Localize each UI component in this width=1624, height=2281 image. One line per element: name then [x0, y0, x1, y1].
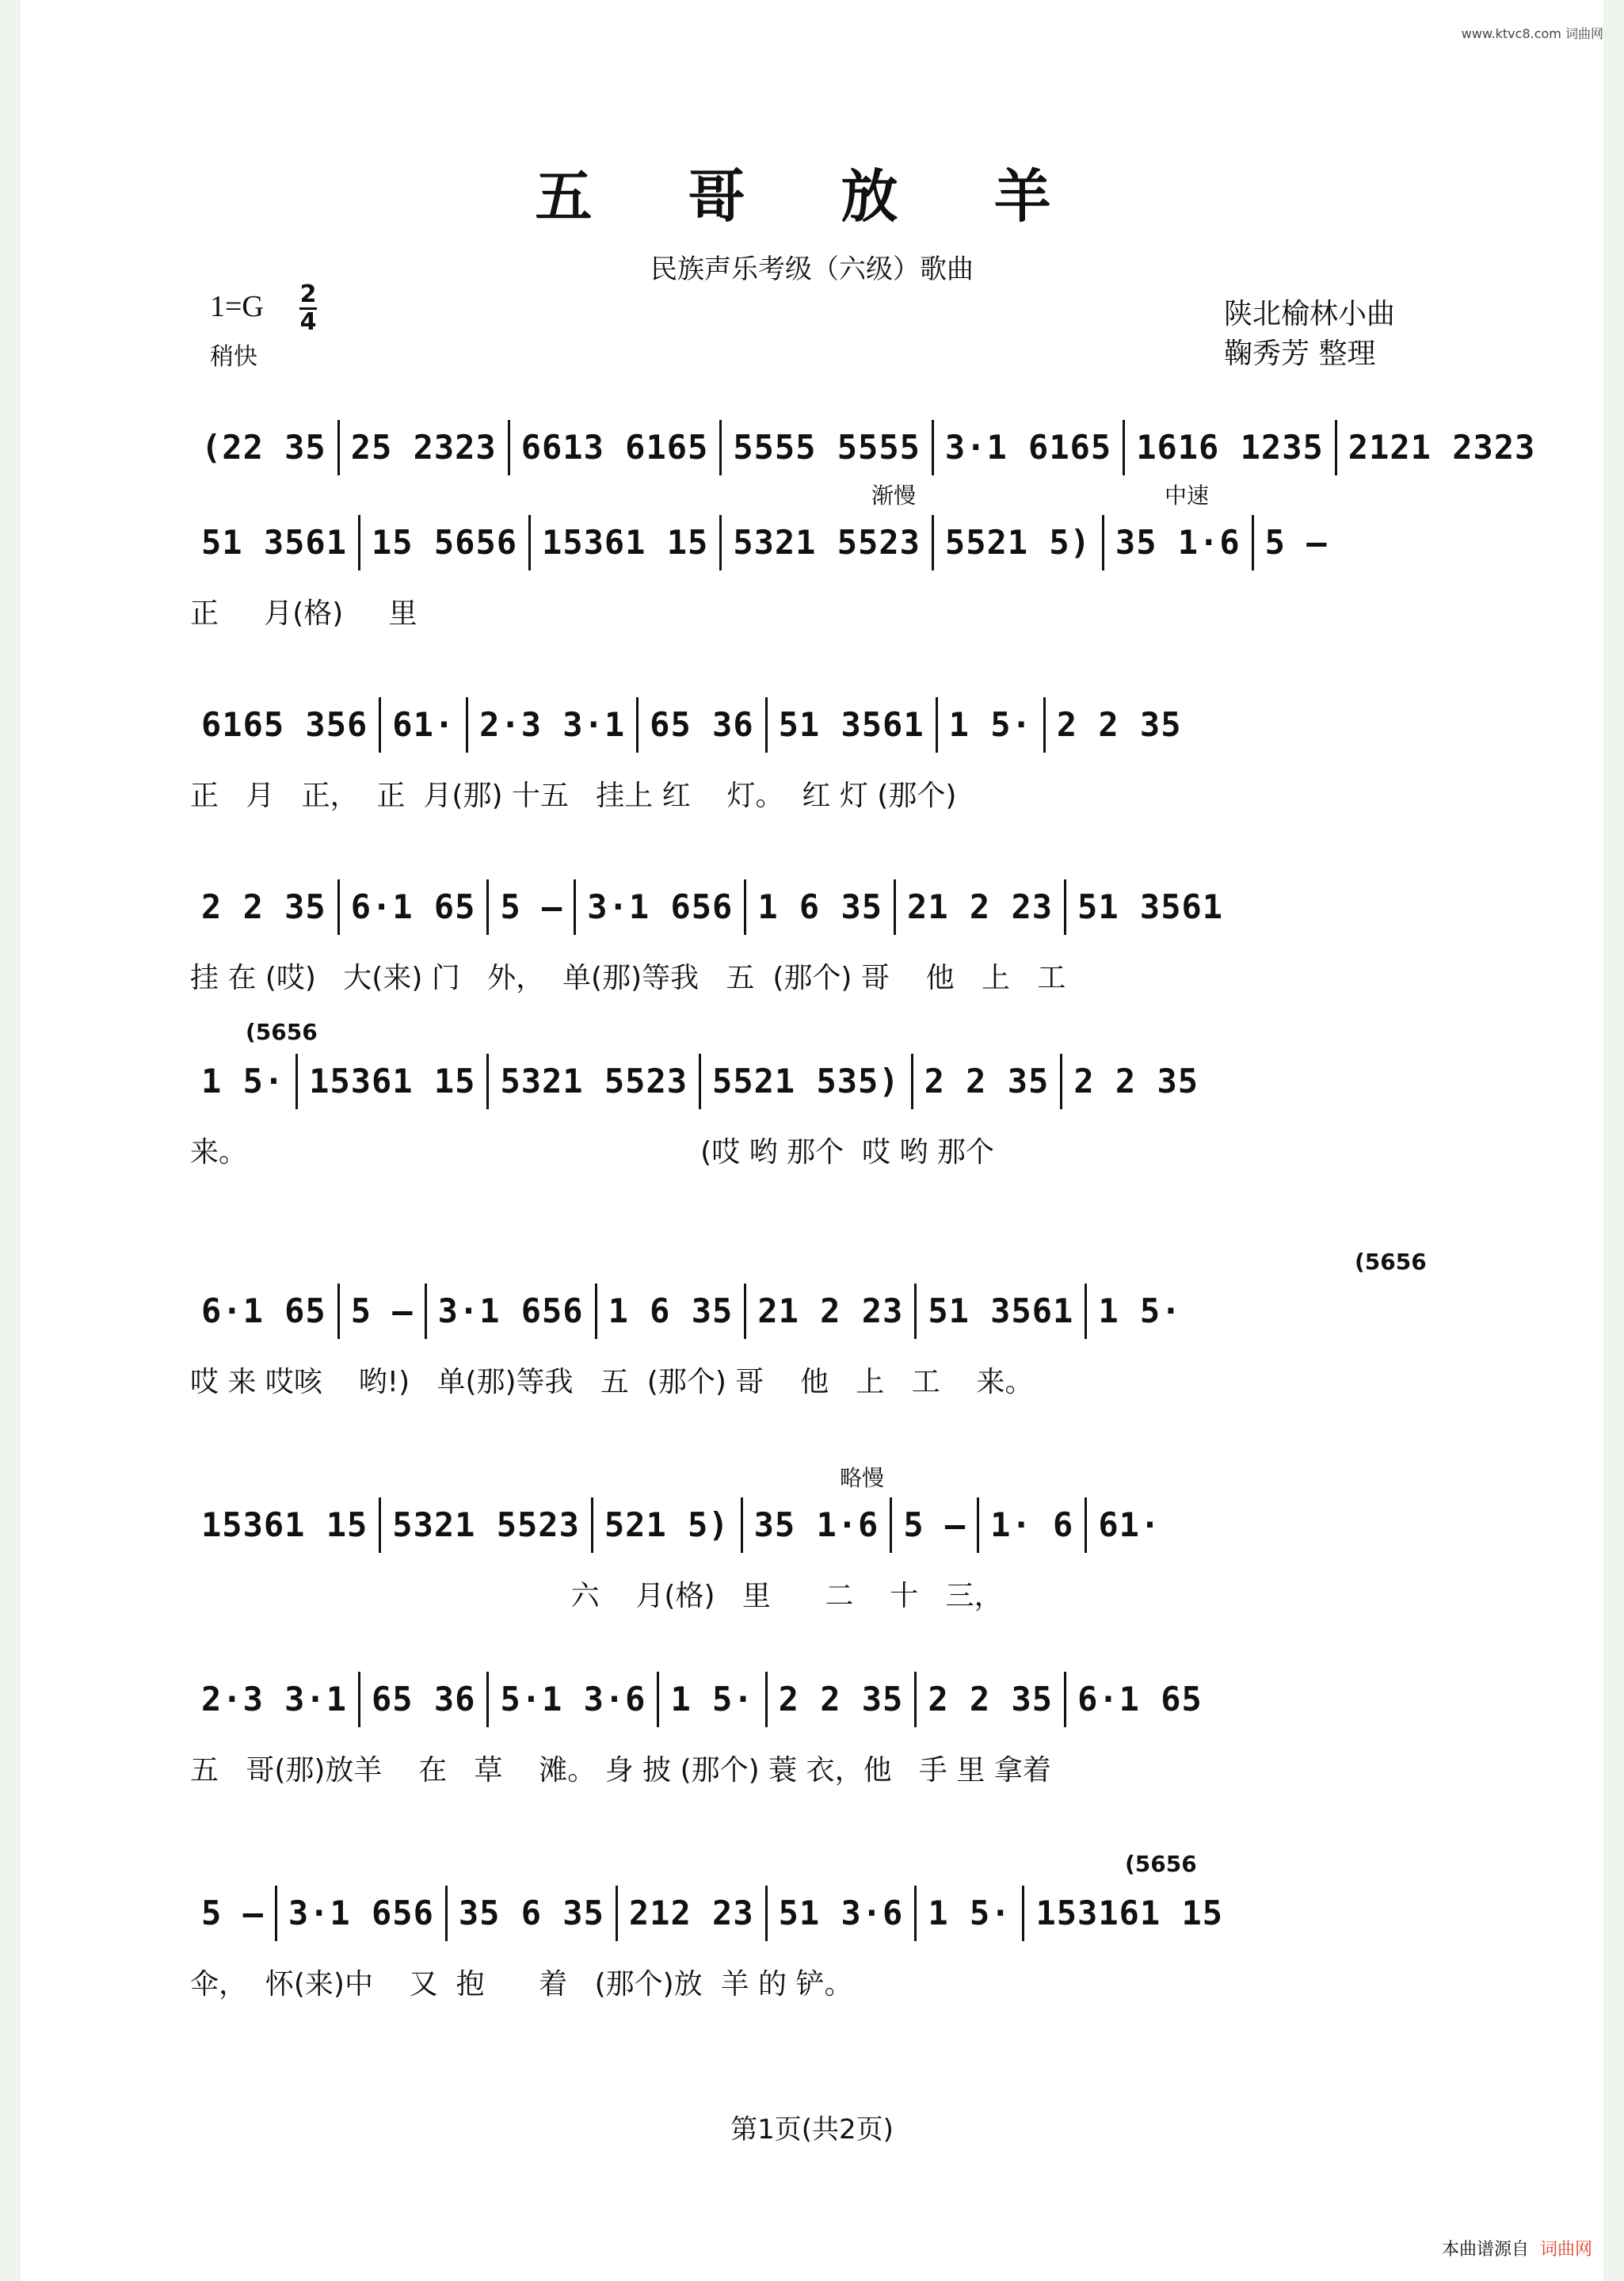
measure: 1 5·	[190, 1054, 298, 1109]
measure: 25 2323	[340, 420, 510, 475]
measure: 2 2 35	[190, 879, 340, 935]
measure: 6·1 65	[340, 879, 490, 935]
lyrics-line: 伞， 怀(来)中 又 抱 着 (那个)放 羊 的 铲。	[190, 1968, 853, 2001]
measure: 521 5)	[593, 1497, 743, 1553]
composer-credit	[1224, 295, 1395, 374]
score-row	[190, 1465, 1442, 1612]
lyrics-line: 挂 在 (哎) 大(来) 门 外， 单(那)等我 五 (那个) 哥 他 上 工	[190, 962, 1066, 994]
right-watermark-strip	[1603, 0, 1624, 2281]
notes-line	[190, 879, 1442, 935]
measure: (22 35	[190, 420, 340, 475]
score-row	[190, 1249, 1442, 1398]
lyrics-line: 正 月 正， 正 月(那) 十五 挂上 红 灯。 红 灯 (那个)	[190, 780, 957, 812]
measure: 3·1 656	[576, 879, 746, 935]
tempo-change-mark: 渐慢	[871, 483, 917, 509]
measure: 35 1·6	[1104, 515, 1254, 570]
score-row	[190, 879, 1442, 994]
composer-origin: 陕北榆林小曲	[1224, 298, 1396, 330]
measure: 6·1 65	[190, 1284, 340, 1339]
watermark-brand: 词曲网	[1565, 26, 1603, 41]
measure: 3·1 656	[277, 1886, 448, 1941]
grace-note-group: (5656	[1355, 1249, 1427, 1275]
measure: 6·1 65	[1077, 1680, 1203, 1718]
measure: 2·3 3·1	[468, 697, 639, 753]
notes-line	[190, 697, 1442, 753]
measure: 61·	[1098, 1505, 1161, 1544]
measure: 21 2 23	[746, 1284, 917, 1339]
measure: 15361 15	[298, 1054, 489, 1109]
measure: 5321 5523	[722, 515, 934, 570]
measure: 15361 15	[190, 1497, 381, 1553]
measure: 15 5656	[360, 515, 531, 570]
measure: 3·1 6165	[934, 420, 1125, 475]
song-subtitle: 民族声乐考级（六级）歌曲	[650, 254, 974, 285]
measure: 1 5·	[659, 1672, 767, 1727]
tempo-change-mark: 略慢	[840, 1465, 885, 1491]
song-title: 五 哥 放 羊	[535, 162, 1089, 230]
score-row	[190, 483, 1442, 630]
site-watermark	[1462, 24, 1603, 42]
measure: 3·1 656	[427, 1284, 597, 1339]
measure: 1 6 35	[746, 879, 896, 935]
tempo-marking: 稍快	[210, 343, 257, 371]
measure: 51 3561	[190, 515, 360, 570]
measure: 2 2 35	[1056, 705, 1182, 744]
lyrics-line: 五 哥(那)放羊 在 草 滩。 身 披 (那个) 蓑 衣，他 手 里 拿着	[190, 1754, 1051, 1787]
time-sig-bottom: 4	[299, 308, 317, 336]
notes-line	[190, 1672, 1442, 1727]
footer-source	[1442, 2236, 1592, 2260]
measure: 6613 6165	[510, 420, 722, 475]
measure: 5 –	[190, 1886, 277, 1941]
tempo-change-mark: 中速	[1165, 483, 1210, 509]
measure: 51 3561	[768, 697, 938, 753]
measure: 2·3 3·1	[190, 1672, 360, 1727]
score-row	[190, 1851, 1442, 2001]
lyrics-line: 来。 (哎 哟 那个 哎 哟 那个	[190, 1136, 994, 1169]
time-signature	[299, 280, 317, 336]
notes-line	[190, 1497, 1442, 1553]
measure: 15361 15	[531, 515, 722, 570]
lyrics-line: 正 月(格) 里	[190, 597, 417, 630]
measure: 21 2 23	[896, 879, 1066, 935]
measure: 1 6 35	[597, 1284, 747, 1339]
measure: 5321 5523	[489, 1054, 701, 1109]
notes-line	[190, 420, 1536, 475]
notes-line	[190, 1054, 1442, 1109]
grace-note-group: (5656	[246, 1019, 318, 1045]
notes-line	[190, 1886, 1442, 1941]
measure: 5 –	[1264, 523, 1328, 562]
measure: 5521 5)	[934, 515, 1104, 570]
arranger: 鞠秀芳 整理	[1224, 338, 1376, 370]
measure: 1616 1235	[1125, 420, 1337, 475]
measure: 5321 5523	[381, 1497, 593, 1553]
footer-source-text: 本曲谱源自	[1441, 2240, 1529, 2260]
measure: 61·	[381, 697, 468, 753]
measure: 2 2 35	[913, 1054, 1063, 1109]
measure: 212 23	[618, 1886, 768, 1941]
measure: 65 36	[360, 1672, 489, 1727]
measure: 51 3561	[917, 1284, 1087, 1339]
footer-brand: 词曲网	[1539, 2240, 1592, 2260]
measure: 5521 535)	[701, 1054, 913, 1109]
key-signature: 1=G	[210, 290, 264, 323]
measure: 5·1 3·6	[489, 1672, 659, 1727]
measure: 5 –	[892, 1497, 979, 1553]
watermark-site: www.ktvc8.com	[1461, 26, 1561, 41]
score-row	[190, 1019, 1442, 1169]
left-watermark-strip	[0, 0, 21, 2281]
measure: 65 36	[639, 697, 767, 753]
measure: 35 6 35	[448, 1886, 618, 1941]
measure: 1 5·	[938, 697, 1046, 753]
measure: 2121 2323	[1348, 428, 1536, 467]
notes-line	[190, 1284, 1442, 1339]
measure: 51 3561	[1077, 887, 1224, 926]
score-row	[190, 1672, 1442, 1786]
measure: 2 2 35	[1073, 1062, 1199, 1100]
lyrics-line: 六 月(格) 里 二 十 三，	[190, 1580, 1003, 1612]
measure: 1 5·	[1098, 1291, 1182, 1330]
page-number: 第1页(共2页)	[730, 2114, 894, 2146]
measure: 35 1·6	[743, 1497, 893, 1553]
measure: 153161 15	[1035, 1894, 1224, 1932]
measure: 51 3·6	[768, 1886, 917, 1941]
score-row	[190, 697, 1442, 811]
lyrics-line: 哎 来 哎咳 哟!) 单(那)等我 五 (那个) 哥 他 上 工 来。	[190, 1366, 1034, 1398]
measure: 5555 5555	[722, 420, 934, 475]
measure: 1 5·	[917, 1886, 1024, 1941]
measure: 2 2 35	[917, 1672, 1066, 1727]
measure: 6165 356	[190, 697, 381, 753]
measure: 5 –	[489, 879, 576, 935]
measure: 1· 6	[979, 1497, 1087, 1553]
grace-note-group: (5656	[1125, 1851, 1197, 1877]
measure: 2 2 35	[768, 1672, 917, 1727]
notes-line	[190, 515, 1442, 570]
measure: 5 –	[340, 1284, 427, 1339]
time-sig-top: 2	[299, 280, 317, 308]
